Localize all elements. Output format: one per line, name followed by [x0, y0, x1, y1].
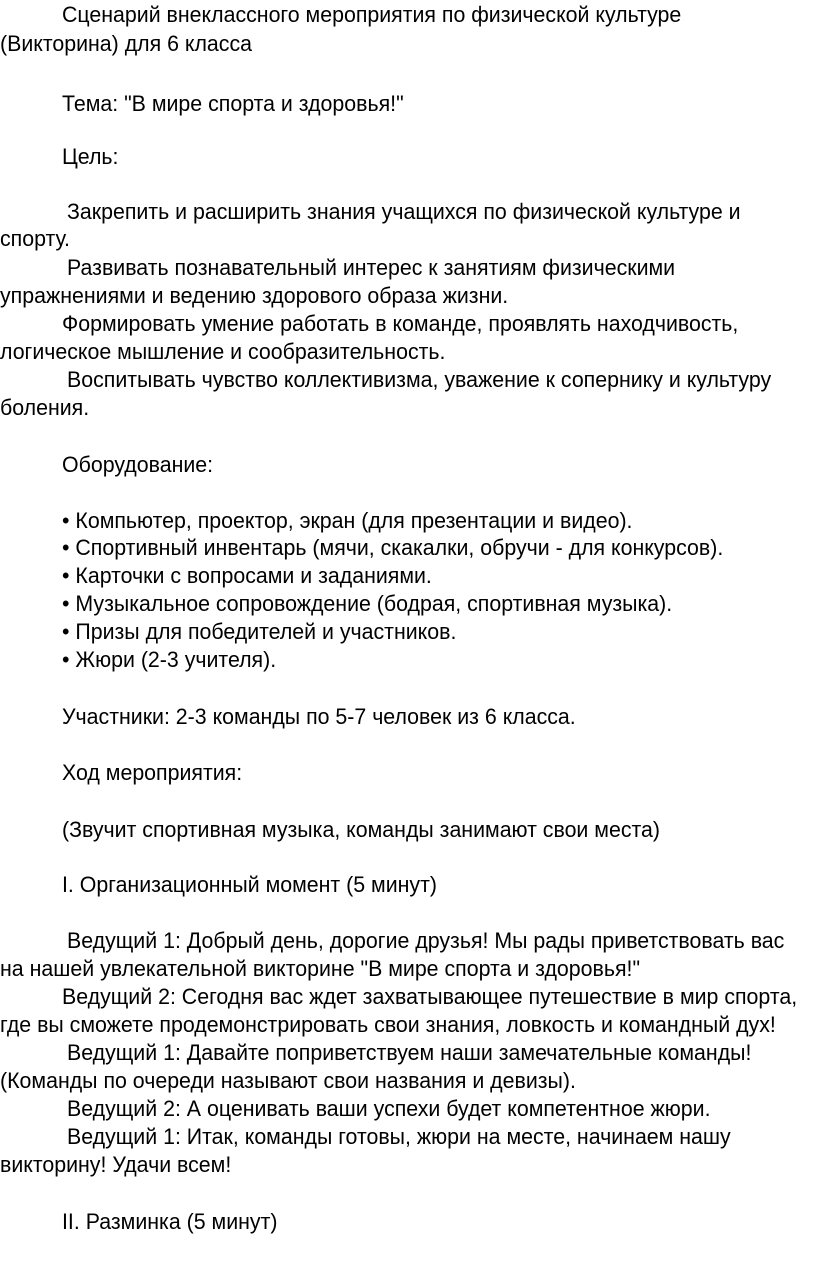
section-heading: II. Разминка (5 минут) [62, 1209, 278, 1234]
dialogue-line: Ведущий 1: Давайте поприветствуем наши замечательные команды! [67, 1040, 752, 1065]
goal-item: Формировать умение работать в команде, проявлять находчивость, [62, 311, 739, 336]
goal-item-cont: упражнениями и ведению здорового образа жизни. [0, 283, 509, 308]
dialogue-line-cont: викторину! Удачи всем! [0, 1152, 232, 1177]
goal-item: Закрепить и расширить знания учащихся по физической культуре и [67, 199, 741, 224]
goal-item: Воспитывать чувство коллективизма, уважение к сопернику и культуру [67, 367, 772, 392]
section-heading: I. Организационный момент (5 минут) [62, 872, 437, 897]
document-title-cont: (Викторина) для 6 класса [0, 31, 253, 56]
equipment-item: • Музыкальное сопровождение (бодрая, спортивная музыка). [62, 591, 673, 616]
document-title: Сценарий внеклассного мероприятия по физической культуре [62, 2, 682, 27]
equipment-item: • Призы для победителей и участников. [62, 619, 457, 644]
goal-item: Развивать познавательный интерес к занятиям физическими [67, 255, 676, 280]
dialogue-line: Ведущий 1: Итак, команды готовы, жюри на месте, начинаем нашу [67, 1124, 731, 1149]
dialogue-line: Ведущий 2: А оценивать ваши успехи будет компетентное жюри. [67, 1096, 711, 1121]
dialogue-line-cont: где вы сможете продемонстрировать свои знания, ловкость и командный дух! [0, 1012, 776, 1037]
goal-heading: Цель: [62, 144, 119, 169]
dialogue-line-cont: на нашей увлекательной викторине "В мире спорта и здоровья!" [0, 956, 641, 981]
equipment-item: • Спортивный инвентарь (мячи, скакалки, обручи - для конкурсов). [62, 535, 724, 560]
equipment-item: • Карточки с вопросами и заданиями. [62, 563, 432, 588]
equipment-item: • Компьютер, проектор, экран (для презентации и видео). [62, 508, 633, 533]
dialogue-line: Ведущий 2: Сегодня вас ждет захватывающее путешествие в мир спорта, [62, 984, 798, 1009]
goal-item-cont: спорту. [0, 226, 70, 251]
equipment-item: • Жюри (2-3 учителя). [62, 647, 277, 672]
equipment-heading: Оборудование: [62, 452, 214, 477]
progress-heading: Ход мероприятия: [62, 760, 243, 785]
theme: Тема: "В мире спорта и здоровья!" [62, 91, 404, 116]
goal-item-cont: боления. [0, 395, 90, 420]
stage-note: (Звучит спортивная музыка, команды занимают свои места) [62, 817, 661, 842]
dialogue-line: Ведущий 1: Добрый день, дорогие друзья! Мы рады приветствовать вас [67, 928, 785, 953]
participants: Участники: 2-3 команды по 5-7 человек из 6 класса. [62, 704, 576, 729]
dialogue-line-cont: (Команды по очереди называют свои названия и девизы). [0, 1068, 576, 1093]
goal-item-cont: логическое мышление и сообразительность. [0, 339, 446, 364]
